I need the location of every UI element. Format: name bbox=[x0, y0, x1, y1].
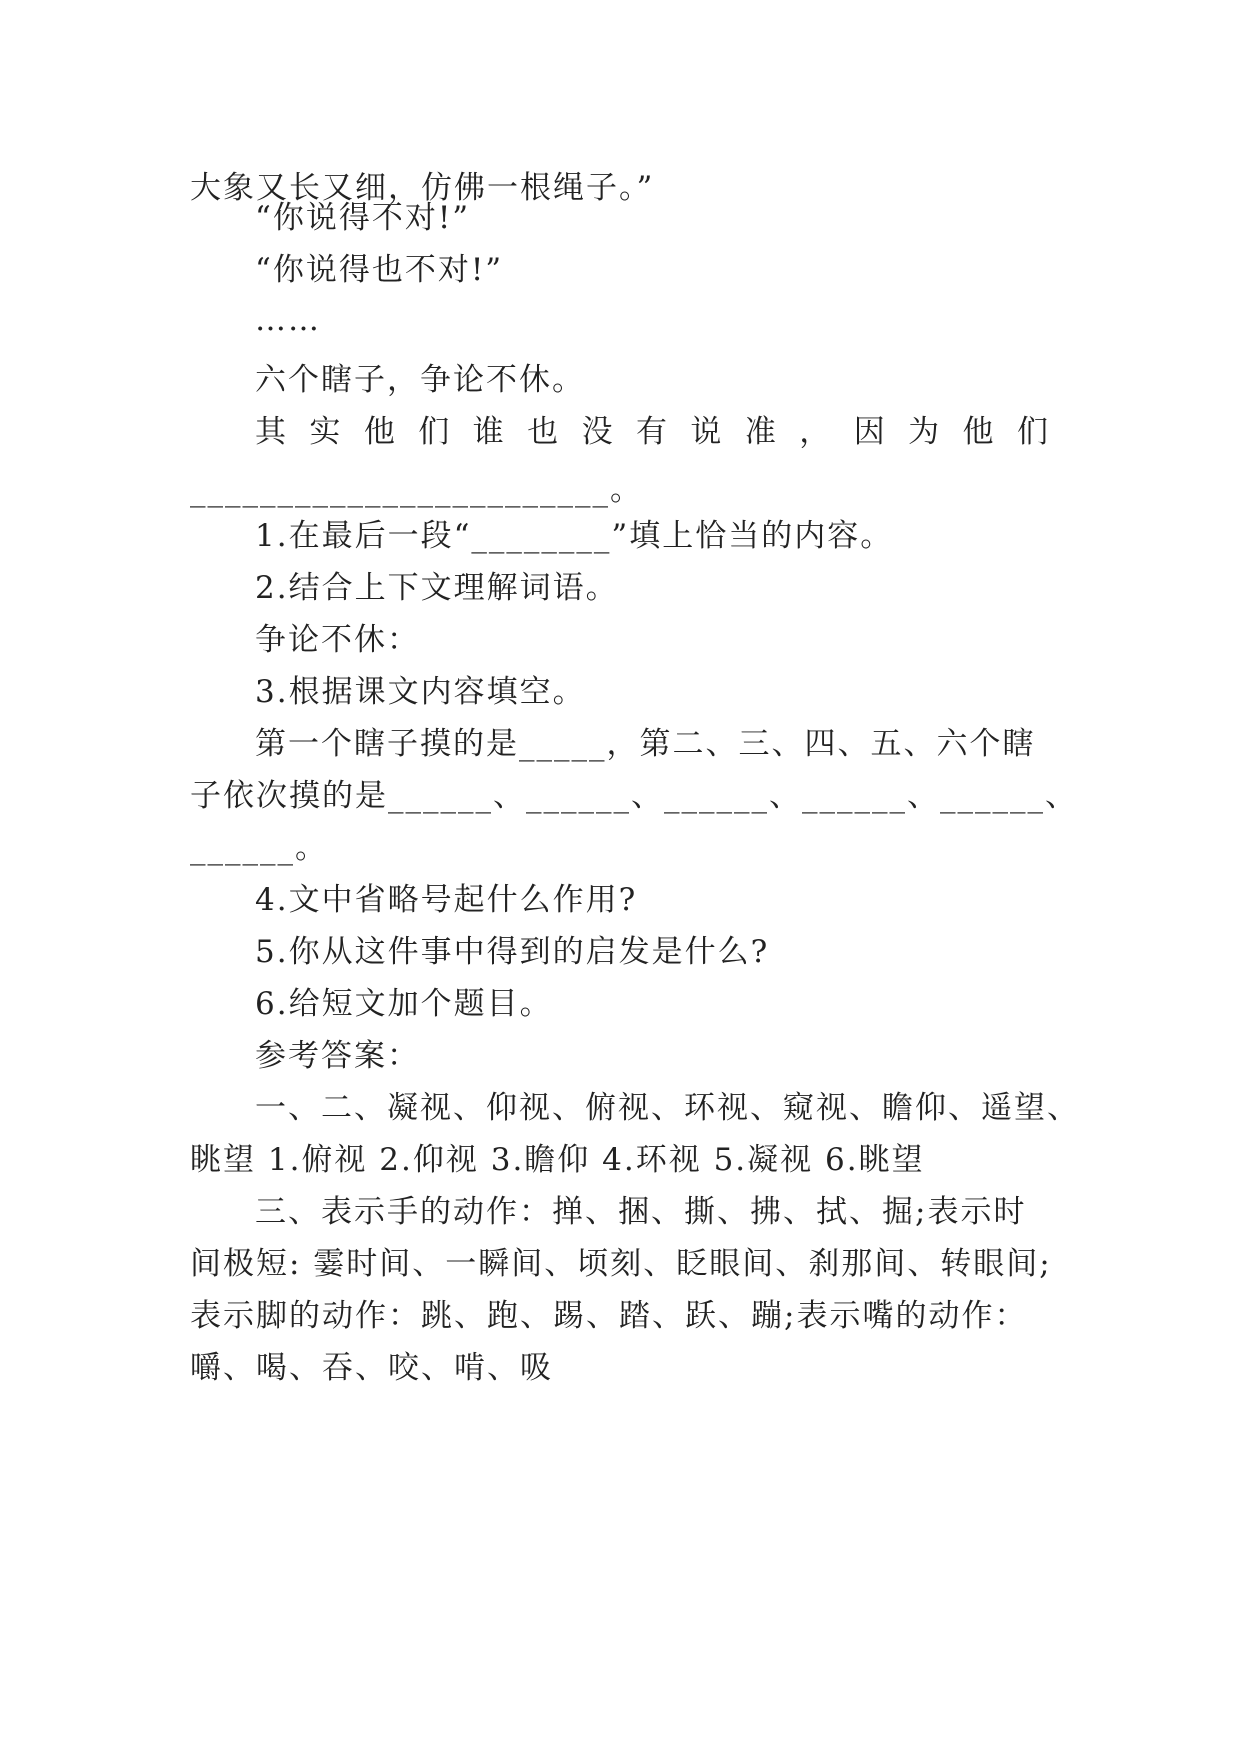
answer-line-6: 嚼、喝、吞、咬、啃、吸 bbox=[190, 1350, 553, 1386]
blank-line: ________________________。 bbox=[190, 472, 643, 508]
text-line-5: 六个瞎子，争论不休。 bbox=[255, 362, 585, 398]
answer-heading: 参考答案： bbox=[255, 1038, 420, 1074]
question-4: 4.文中省略号起什么作用? bbox=[255, 882, 638, 918]
fill-line-2: 子依次摸的是______、______、______、______、______、 bbox=[190, 778, 1078, 814]
ellipsis-line: …… bbox=[255, 302, 321, 338]
text-line-2: “你说得不对!” bbox=[255, 200, 471, 236]
question-3: 3.根据课文内容填空。 bbox=[255, 674, 586, 710]
answer-line-2: 眺望 1.俯视 2.仰视 3.瞻仰 4.环视 5.凝视 6.眺望 bbox=[190, 1142, 925, 1178]
question-5: 5.你从这件事中得到的启发是什么? bbox=[255, 934, 770, 970]
question-6: 6.给短文加个题目。 bbox=[255, 986, 553, 1022]
answer-line-4: 间极短: 霎时间、一瞬间、顷刻、眨眼间、刹那间、转眼间; bbox=[190, 1246, 1052, 1282]
question-1: 1.在最后一段“________”填上恰当的内容。 bbox=[255, 518, 894, 554]
fill-line-1: 第一个瞎子摸的是_____，第二、三、四、五、六个瞎 bbox=[255, 726, 1036, 762]
answer-line-3: 三、表示手的动作：掸、捆、撕、拂、拭、掘;表示时 bbox=[255, 1194, 1027, 1230]
answer-line-5: 表示脚的动作：跳、跑、踢、踏、跃、蹦;表示嘴的动作： bbox=[190, 1298, 1028, 1334]
question-2: 2.结合上下文理解词语。 bbox=[255, 570, 619, 606]
text-line-3: “你说得也不对!” bbox=[255, 252, 504, 288]
fill-line-3: ______。 bbox=[190, 830, 328, 866]
term-label: 争论不休： bbox=[255, 622, 420, 658]
text-line-1: 大象又长又细，仿佛一根绳子。” bbox=[190, 170, 655, 206]
answer-line-1: 一、二、凝视、仰视、俯视、环视、窥视、瞻仰、遥望、 bbox=[255, 1090, 1080, 1126]
text-line-6: 其 实 他 们 谁 也 没 有 说 准 ， 因 为 他 们 bbox=[255, 414, 1050, 450]
